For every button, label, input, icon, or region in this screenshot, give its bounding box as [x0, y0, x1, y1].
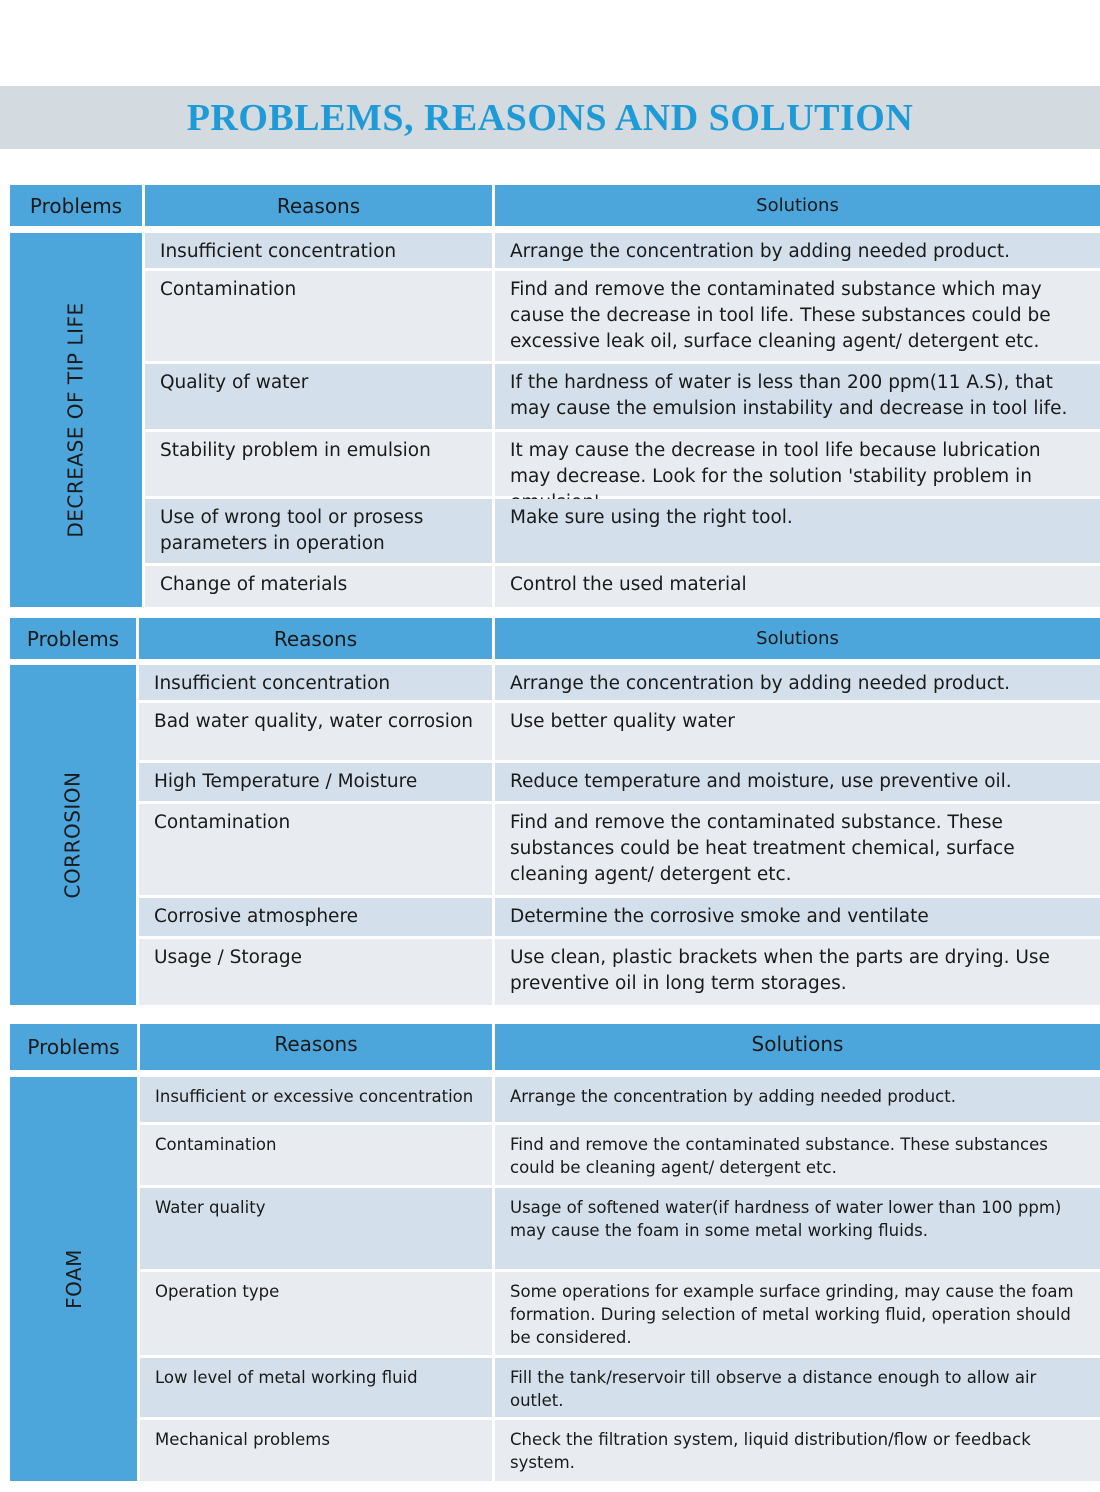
table-row	[139, 898, 1100, 936]
solution-cell: Find and remove the contaminated substance. These substances could be heat treatment chemical, surface cleaning agent/ detergent etc.	[495, 804, 1100, 895]
reason-cell: Insufficient concentration	[145, 233, 492, 268]
header-reasons: Reasons	[139, 618, 492, 659]
table-row	[140, 1077, 1100, 1122]
table-row	[145, 432, 1100, 496]
solution-cell: Make sure using the right tool.	[495, 499, 1100, 563]
reason-cell: Contamination	[139, 804, 492, 895]
solution-cell: Use clean, plastic brackets when the parts are drying. Use preventive oil in long term storages.	[495, 939, 1100, 1005]
reason-cell: Low level of metal working fluid	[140, 1358, 492, 1417]
title-banner	[0, 86, 1100, 149]
page-title: PROBLEMS, REASONS AND SOLUTION	[186, 96, 914, 139]
reason-cell: Insufficient concentration	[139, 665, 492, 700]
solution-cell: Arrange the concentration by adding needed product.	[495, 665, 1100, 700]
reason-cell: High Temperature / Moisture	[139, 763, 492, 801]
table-row	[139, 804, 1100, 895]
reason-cell: Use of wrong tool or prosess parameters in operation	[145, 499, 492, 563]
table-row	[139, 939, 1100, 1005]
reason-cell: Mechanical problems	[140, 1420, 492, 1481]
problem-cell	[10, 1077, 137, 1481]
section-corrosion	[10, 618, 1100, 1005]
solution-cell: Control the used material	[495, 566, 1100, 607]
solution-cell: Determine the corrosive smoke and ventilate	[495, 898, 1100, 936]
table-row	[140, 1272, 1100, 1355]
header-problems: Problems	[10, 185, 142, 226]
table-row	[139, 665, 1100, 700]
header-problems: Problems	[10, 618, 136, 659]
table-row	[140, 1420, 1100, 1481]
solution-cell: It may cause the decrease in tool life because lubrication may decrease. Look for the solution 'stability problem in	[495, 432, 1100, 496]
problem-cell	[10, 665, 136, 1005]
solution-cell: Arrange the concentration by adding needed product.	[495, 1077, 1100, 1122]
header-solutions: Solutions	[495, 1024, 1100, 1070]
problem-label: CORROSION	[61, 771, 86, 899]
table-row	[145, 271, 1100, 361]
reason-cell: Operation type	[140, 1272, 492, 1355]
header-problems: Problems	[10, 1024, 137, 1070]
solution-cell: Reduce temperature and moisture, use preventive oil.	[495, 763, 1100, 801]
solution-cell: Some operations for example surface grinding, may cause the foam formation. During selection of metal working fluid, operation should be considered.	[495, 1272, 1100, 1355]
table-row	[139, 703, 1100, 760]
problem-label: DECREASE OF TIP LIFE	[64, 302, 89, 538]
reason-cell: Usage / Storage	[139, 939, 492, 1005]
reason-cell: Insufficient or excessive concentration	[140, 1077, 492, 1122]
solution-cell: Find and remove the contaminated substance. These substances could be cleaning agent/ detergent etc.	[495, 1125, 1100, 1185]
reason-cell: Stability problem in emulsion	[145, 432, 492, 496]
solution-cell: Arrange the concentration by adding needed product.	[495, 233, 1100, 268]
section-foam	[10, 1024, 1100, 1481]
header-solutions: Solutions	[495, 618, 1100, 659]
reason-cell: Water quality	[140, 1188, 492, 1269]
header-reasons: Reasons	[145, 185, 492, 226]
problem-cell	[10, 233, 142, 607]
solution-cell: Usage of softened water(if hardness of water lower than 100 ppm) may cause the foam in some metal working fluids.	[495, 1188, 1100, 1269]
table-row	[140, 1125, 1100, 1185]
reason-cell: Change of materials	[145, 566, 492, 607]
reason-cell: Corrosive atmosphere	[139, 898, 492, 936]
reason-cell: Quality of water	[145, 364, 492, 429]
solution-cell: Find and remove the contaminated substance which may cause the decrease in tool life. These substances could be excessive leak oil, surface cleaning agent/ detergent etc.	[495, 271, 1100, 361]
table-row	[145, 499, 1100, 563]
table-row	[145, 364, 1100, 429]
reason-cell: Contamination	[145, 271, 492, 361]
table-row	[140, 1358, 1100, 1417]
table-row	[145, 566, 1100, 607]
solution-cell: Fill the tank/reservoir till observe a distance enough to allow air outlet.	[495, 1358, 1100, 1417]
solution-cell: Check the filtration system, liquid distribution/flow or feedback system.	[495, 1420, 1100, 1481]
reason-cell: Bad water quality, water corrosion	[139, 703, 492, 760]
solution-cell: If the hardness of water is less than 200 ppm(11 A.S), that may cause the emulsion instability and decrease in tool life.	[495, 364, 1100, 429]
table-row	[140, 1188, 1100, 1269]
problem-label: FOAM	[61, 1249, 86, 1309]
table-row	[145, 233, 1100, 268]
header-reasons: Reasons	[140, 1024, 492, 1070]
header-solutions: Solutions	[495, 185, 1100, 226]
table-row	[139, 763, 1100, 801]
section-tip-life	[10, 185, 1100, 607]
reason-cell: Contamination	[140, 1125, 492, 1185]
solution-cell: Use better quality water	[495, 703, 1100, 760]
